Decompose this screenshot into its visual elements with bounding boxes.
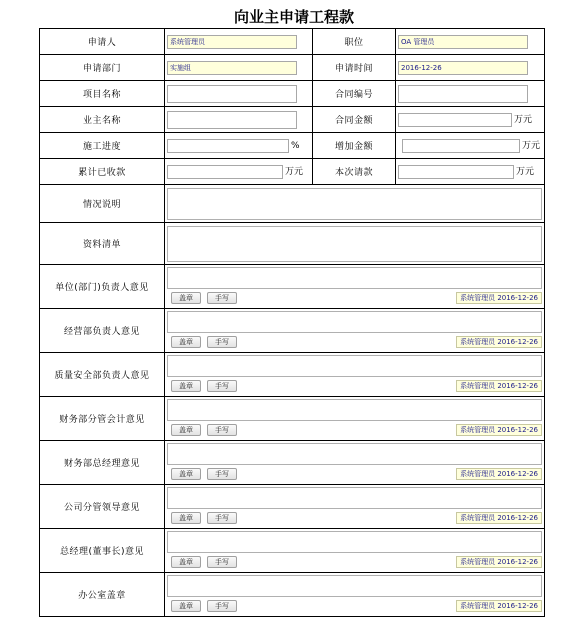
opinion-textarea[interactable]	[167, 399, 542, 421]
handwrite-button[interactable]: 手写	[207, 468, 237, 480]
contract-no-field[interactable]	[398, 85, 528, 103]
opinion-textarea[interactable]	[167, 575, 542, 597]
sign-date: 2016-12-26	[497, 426, 538, 434]
signer-name: 系统管理员	[460, 602, 496, 610]
stamp-button[interactable]: 盖章	[171, 468, 201, 480]
owner-field[interactable]	[167, 111, 297, 129]
opinion-label: 财务部分管会计意见	[40, 397, 165, 441]
added-amount-label: 增加金额	[313, 133, 396, 159]
progress-label: 施工进度	[40, 133, 165, 159]
opinion-textarea[interactable]	[167, 355, 542, 377]
handwrite-button[interactable]: 手写	[207, 336, 237, 348]
situation-label: 情况说明	[40, 185, 165, 223]
project-label: 项目名称	[40, 81, 165, 107]
situation-textarea[interactable]	[167, 188, 542, 220]
opinion-label: 总经理(董事长)意见	[40, 529, 165, 573]
signer-name: 系统管理员	[460, 514, 496, 522]
received-label: 累计已收款	[40, 159, 165, 185]
signature-stamp	[456, 424, 542, 436]
opinion-textarea[interactable]	[167, 443, 542, 465]
position-field[interactable]: OA 管理员	[398, 35, 528, 49]
signer-name: 系统管理员	[460, 294, 496, 302]
progress-unit: %	[291, 141, 300, 151]
signature-stamp	[456, 336, 542, 348]
opinion-textarea[interactable]	[167, 267, 542, 289]
contract-no-label: 合同编号	[313, 81, 396, 107]
handwrite-button[interactable]: 手写	[207, 512, 237, 524]
added-amount-unit: 万元	[522, 141, 541, 151]
added-amount-field[interactable]	[402, 139, 520, 153]
signer-name: 系统管理员	[460, 426, 496, 434]
owner-label: 业主名称	[40, 107, 165, 133]
opinion-label: 财务部总经理意见	[40, 441, 165, 485]
handwrite-button[interactable]: 手写	[207, 424, 237, 436]
materials-textarea[interactable]	[167, 226, 542, 262]
opinion-label: 单位(部门)负责人意见	[40, 265, 165, 309]
signature-stamp	[456, 512, 542, 524]
sign-date: 2016-12-26	[497, 294, 538, 302]
signer-name: 系统管理员	[460, 382, 496, 390]
request-unit: 万元	[516, 167, 535, 177]
time-label: 申请时间	[313, 55, 396, 81]
stamp-button[interactable]: 盖章	[171, 336, 201, 348]
contract-amount-unit: 万元	[514, 115, 533, 125]
signature-stamp	[456, 556, 542, 568]
progress-field[interactable]	[167, 139, 289, 153]
opinion-label: 质量安全部负责人意见	[40, 353, 165, 397]
contract-amount-label: 合同金额	[313, 107, 396, 133]
applicant-field[interactable]: 系统管理员	[167, 35, 297, 49]
stamp-button[interactable]: 盖章	[171, 292, 201, 304]
stamp-button[interactable]: 盖章	[171, 600, 201, 612]
application-form-table	[39, 28, 545, 617]
request-field[interactable]	[398, 165, 514, 179]
position-label: 职位	[313, 29, 396, 55]
dept-label: 申请部门	[40, 55, 165, 81]
sign-date: 2016-12-26	[497, 382, 538, 390]
signature-stamp	[456, 292, 542, 304]
opinion-textarea[interactable]	[167, 311, 542, 333]
opinion-textarea[interactable]	[167, 487, 542, 509]
sign-date: 2016-12-26	[497, 514, 538, 522]
stamp-button[interactable]: 盖章	[171, 424, 201, 436]
applicant-label: 申请人	[40, 29, 165, 55]
signature-stamp	[456, 380, 542, 392]
sign-date: 2016-12-26	[497, 602, 538, 610]
handwrite-button[interactable]: 手写	[207, 556, 237, 568]
form-title: 向业主申请工程款	[233, 8, 354, 26]
handwrite-button[interactable]: 手写	[207, 600, 237, 612]
stamp-button[interactable]: 盖章	[171, 512, 201, 524]
project-field[interactable]	[167, 85, 297, 103]
signature-stamp	[456, 600, 542, 612]
handwrite-button[interactable]: 手写	[207, 380, 237, 392]
received-unit: 万元	[285, 167, 304, 177]
materials-label: 资料清单	[40, 223, 165, 265]
signer-name: 系统管理员	[460, 338, 496, 346]
signature-stamp	[456, 468, 542, 480]
contract-amount-field[interactable]	[398, 113, 512, 127]
request-label: 本次请款	[313, 159, 396, 185]
opinion-label: 办公室盖章	[40, 573, 165, 617]
time-field[interactable]: 2016-12-26	[398, 61, 528, 75]
stamp-button[interactable]: 盖章	[171, 556, 201, 568]
sign-date: 2016-12-26	[497, 558, 538, 566]
opinion-label: 经营部负责人意见	[40, 309, 165, 353]
signer-name: 系统管理员	[460, 470, 496, 478]
opinion-textarea[interactable]	[167, 531, 542, 553]
received-field[interactable]	[167, 165, 283, 179]
handwrite-button[interactable]: 手写	[207, 292, 237, 304]
stamp-button[interactable]: 盖章	[171, 380, 201, 392]
sign-date: 2016-12-26	[497, 338, 538, 346]
dept-field[interactable]: 实施组	[167, 61, 297, 75]
signer-name: 系统管理员	[460, 558, 496, 566]
opinion-label: 公司分管领导意见	[40, 485, 165, 529]
sign-date: 2016-12-26	[497, 470, 538, 478]
